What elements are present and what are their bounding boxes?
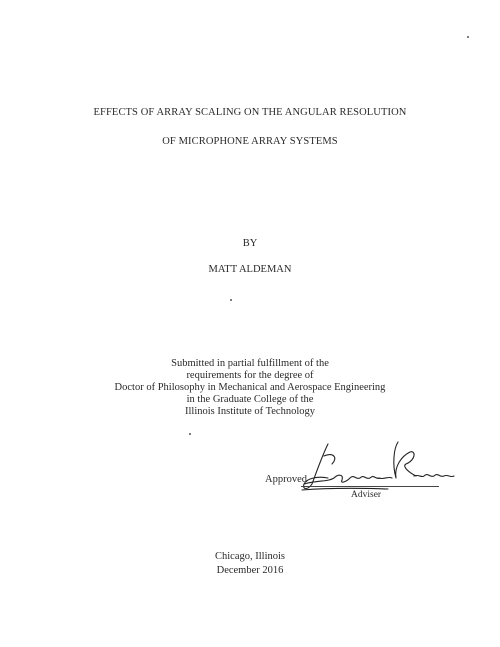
author-name: MATT ALDEMAN xyxy=(208,264,292,275)
approved-label: Approved xyxy=(265,474,307,485)
statement-line: Submitted in partial fulfillment of the xyxy=(171,358,329,369)
adviser-label: Adviser xyxy=(351,490,382,500)
submission-date: December 2016 xyxy=(216,565,284,576)
location: Chicago, Illinois xyxy=(215,551,285,562)
scan-speck xyxy=(189,433,191,435)
signature-line xyxy=(301,486,439,487)
adviser-signature xyxy=(298,438,458,498)
thesis-title-line-2: OF MICROPHONE ARRAY SYSTEMS xyxy=(162,136,338,147)
scan-speck xyxy=(230,299,232,301)
by-label: BY xyxy=(242,238,258,249)
thesis-title-line-1: EFFECTS OF ARRAY SCALING ON THE ANGULAR RESOLUTION xyxy=(93,107,407,118)
statement-line: Doctor of Philosophy in Mechanical and Aerospace Engineering xyxy=(114,382,386,393)
statement-line: Illinois Institute of Technology xyxy=(184,406,315,417)
statement-line: in the Graduate College of the xyxy=(186,394,314,405)
submission-statement xyxy=(0,358,500,418)
scan-speck xyxy=(467,36,469,38)
statement-line: requirements for the degree of xyxy=(186,370,314,381)
